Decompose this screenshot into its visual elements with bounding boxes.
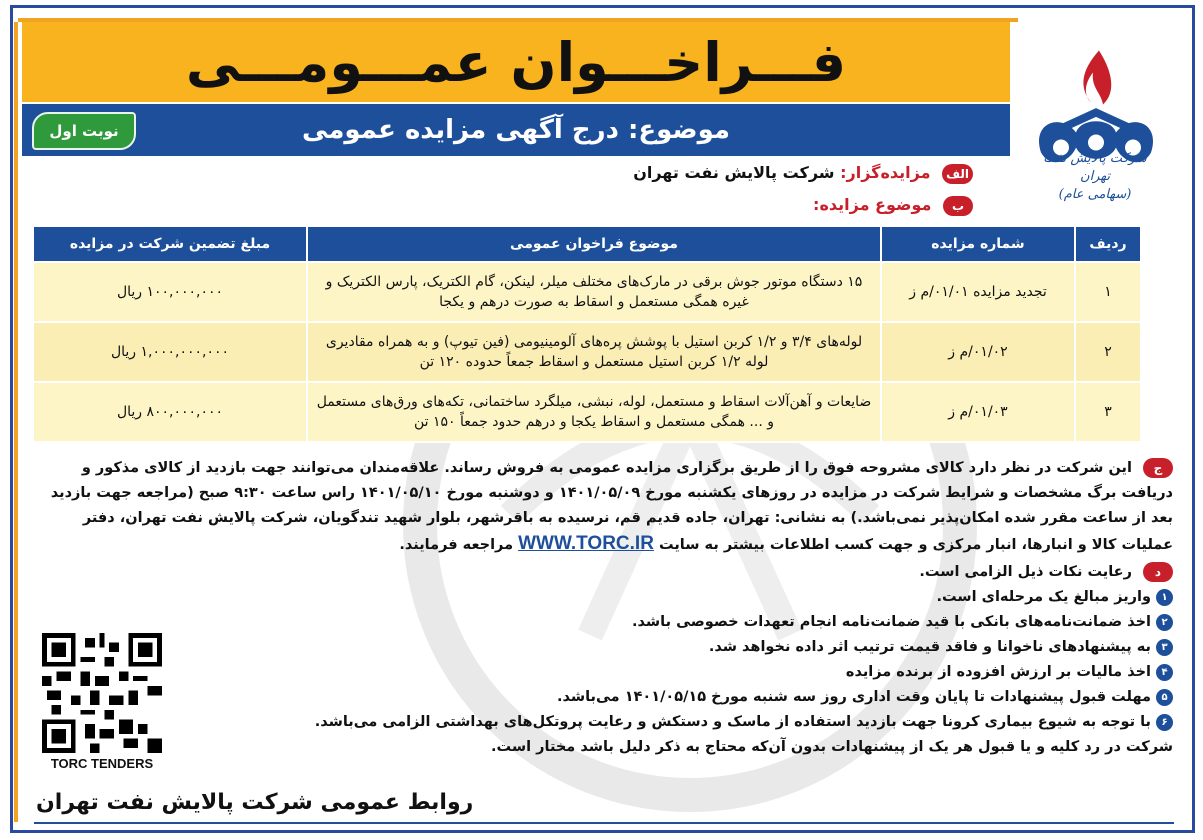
auction-subject: ۱۵ دستگاه موتور جوش برقی در مارک‌های مختلف میلر، لینکن، گام الکتریک، پارس الکتریک و غیره همگی مستعمل و اسقاط به صورت درهم و یکجا bbox=[307, 262, 881, 322]
note-text: اخذ مالیات بر ارزش افزوده از برنده مزایده bbox=[845, 664, 1151, 680]
note-number: ۳ bbox=[1156, 639, 1173, 656]
qr-label: TORC TENDERS bbox=[50, 756, 154, 771]
subject-title: موضوع: درج آگهی مزایده عمومی bbox=[302, 115, 730, 145]
bullet-jim: ج bbox=[1143, 458, 1173, 478]
auctioneer-line bbox=[633, 163, 973, 184]
notice-body bbox=[33, 456, 1173, 760]
list-item bbox=[33, 635, 1173, 660]
main-paragraph bbox=[33, 456, 1173, 558]
guarantee-amount: ۸۰۰,۰۰۰,۰۰۰ ریال bbox=[33, 382, 307, 442]
main-paragraph-tail: مراجعه فرمایند. bbox=[399, 537, 514, 553]
col-number-header: شماره مزایده bbox=[881, 226, 1075, 262]
page-title: فـــراخـــوان عمـــومـــی bbox=[185, 30, 847, 94]
auctioneer-label: مزایده‌گزار: bbox=[840, 163, 931, 182]
note-number: ۲ bbox=[1156, 614, 1173, 631]
note-text: واریز مبالغ یک مرحله‌ای است. bbox=[936, 589, 1151, 605]
company-type-line: (سهامی عام) bbox=[1058, 187, 1132, 202]
guarantee-amount: ۱,۰۰۰,۰۰۰,۰۰۰ ریال bbox=[33, 322, 307, 382]
col-amount-header: مبلغ تضمین شرکت در مزایده bbox=[33, 226, 307, 262]
note-number: ۵ bbox=[1156, 689, 1173, 706]
auction-subject-label: موضوع مزایده: bbox=[813, 195, 932, 214]
first-round-badge: نوبت اول bbox=[32, 112, 136, 150]
table-header-row bbox=[33, 226, 1141, 262]
table-row bbox=[33, 262, 1141, 322]
note-text: مهلت قبول پیشنهادات تا پایان وقت اداری روز سه شنبه مورخ ۱۴۰۱/۰۵/۱۵ می‌باشد. bbox=[556, 689, 1151, 705]
auction-number: ۰۱/۰۳/م ز bbox=[881, 382, 1075, 442]
row-index: ۲ bbox=[1075, 322, 1141, 382]
main-paragraph-text: این شرکت در نظر دارد کالای مشروحه فوق را از طریق برگزاری مزایده عمومی به فروش رساند. علاقه‌مندان می‌توانند جهت بازدید از کالای مذکور و دریافت برگ مشخصات و شرایط شرکت در مزایده در روزهای یکشنبه مورخ ۱۴۰۱/۰۵/۰۹ و دوشنبه مورخ ۱۴۰۱/۰۵/۱۰ راس ساعت ۹:۳۰ صبح (مراجعه جهت بازدید بعد از ساعت مقرر شده امکان‌پذیر نمی‌باشد.) به نشانی: تهران، جاده قدیم قم، نرسیده به باقرشهر، بلوار شهید تندگویان، شرکت پالایش نفت تهران، دفتر عملیات کالا و انبارها، انبار مرکزی و جهت کسب اطلاعات بیشتر به سایت bbox=[50, 460, 1173, 553]
company-name-line: شرکت پالایش نفت تهران bbox=[1043, 151, 1147, 184]
auction-subject: ضایعات و آهن‌آلات اسقاط و مستعمل، لوله، نبشی، میلگرد ساختمانی، تکه‌های ورق‌های مستعمل و ... همگی مستعمل و اسقاط یکجا و درهم حدود جمعاً ۱۵۰ تن bbox=[307, 382, 881, 442]
title-banner bbox=[22, 22, 1010, 102]
note-text: اخذ ضمانت‌نامه‌های بانکی با قید ضمانت‌نامه انجام تعهدات خصوصی باشد. bbox=[632, 614, 1151, 630]
auction-items-table bbox=[32, 225, 1142, 443]
row-index: ۱ bbox=[1075, 262, 1141, 322]
notes-heading bbox=[33, 560, 1173, 585]
bullet-dal: د bbox=[1143, 562, 1173, 582]
qr-code-icon[interactable] bbox=[42, 632, 162, 754]
table-row bbox=[33, 382, 1141, 442]
auction-number: ۰۱/۰۲/م ز bbox=[881, 322, 1075, 382]
note-number: ۴ bbox=[1156, 664, 1173, 681]
bullet-alef: الف bbox=[942, 164, 973, 184]
note-text: با توجه به شیوع بیماری کرونا جهت بازدید استفاده از ماسک و دستکش و رعایت پروتکل‌های بهداشتی الزامی می‌باشد. bbox=[314, 714, 1151, 730]
list-item bbox=[33, 710, 1173, 735]
bullet-be: ب bbox=[943, 196, 973, 216]
col-row-header: ردیف bbox=[1075, 226, 1141, 262]
closing-note: شرکت در رد کلیه و یا قبول هر یک از پیشنهادات بدون آن‌که محتاج به ذکر دلیل باشد مختار است. bbox=[491, 739, 1173, 755]
auction-subject-line bbox=[813, 195, 973, 216]
auction-number: تجدید مزایده ۰۱/۰۱/م ز bbox=[881, 262, 1075, 322]
list-item bbox=[33, 610, 1173, 635]
website-link[interactable]: WWW.TORC.IR bbox=[518, 533, 654, 554]
note-number: ۱ bbox=[1156, 589, 1173, 606]
list-item bbox=[33, 685, 1173, 710]
list-item bbox=[33, 660, 1173, 685]
company-logo-text bbox=[1035, 150, 1155, 204]
auctioneer-value: شرکت پالایش نفت تهران bbox=[633, 163, 835, 182]
list-item bbox=[33, 585, 1173, 610]
public-relations-signature: روابط عمومی شرکت پالایش نفت تهران bbox=[36, 790, 474, 815]
note-number: ۶ bbox=[1156, 714, 1173, 731]
table-row bbox=[33, 322, 1141, 382]
notes-heading-text: رعایت نکات ذیل الزامی است. bbox=[919, 564, 1132, 580]
frame-accent-left bbox=[14, 22, 18, 822]
auction-subject: لوله‌های ۳/۴ و ۱/۲ کربن استیل با پوشش پره‌های آلومینیومی (فین تیوپ) و به همراه مقادیری لوله ۱/۲ کربن استیل مستعمل و اسقاط جمعاً حدوده ۱۲۰ تن bbox=[307, 322, 881, 382]
row-index: ۳ bbox=[1075, 382, 1141, 442]
footer-divider bbox=[34, 822, 1174, 824]
note-text: به پیشنهادهای ناخوانا و فاقد قیمت ترتیب اثر داده نخواهد شد. bbox=[708, 639, 1151, 655]
guarantee-amount: ۱۰۰,۰۰۰,۰۰۰ ریال bbox=[33, 262, 307, 322]
col-subject-header: موضوع فراخوان عمومی bbox=[307, 226, 881, 262]
subject-banner bbox=[22, 104, 1010, 156]
